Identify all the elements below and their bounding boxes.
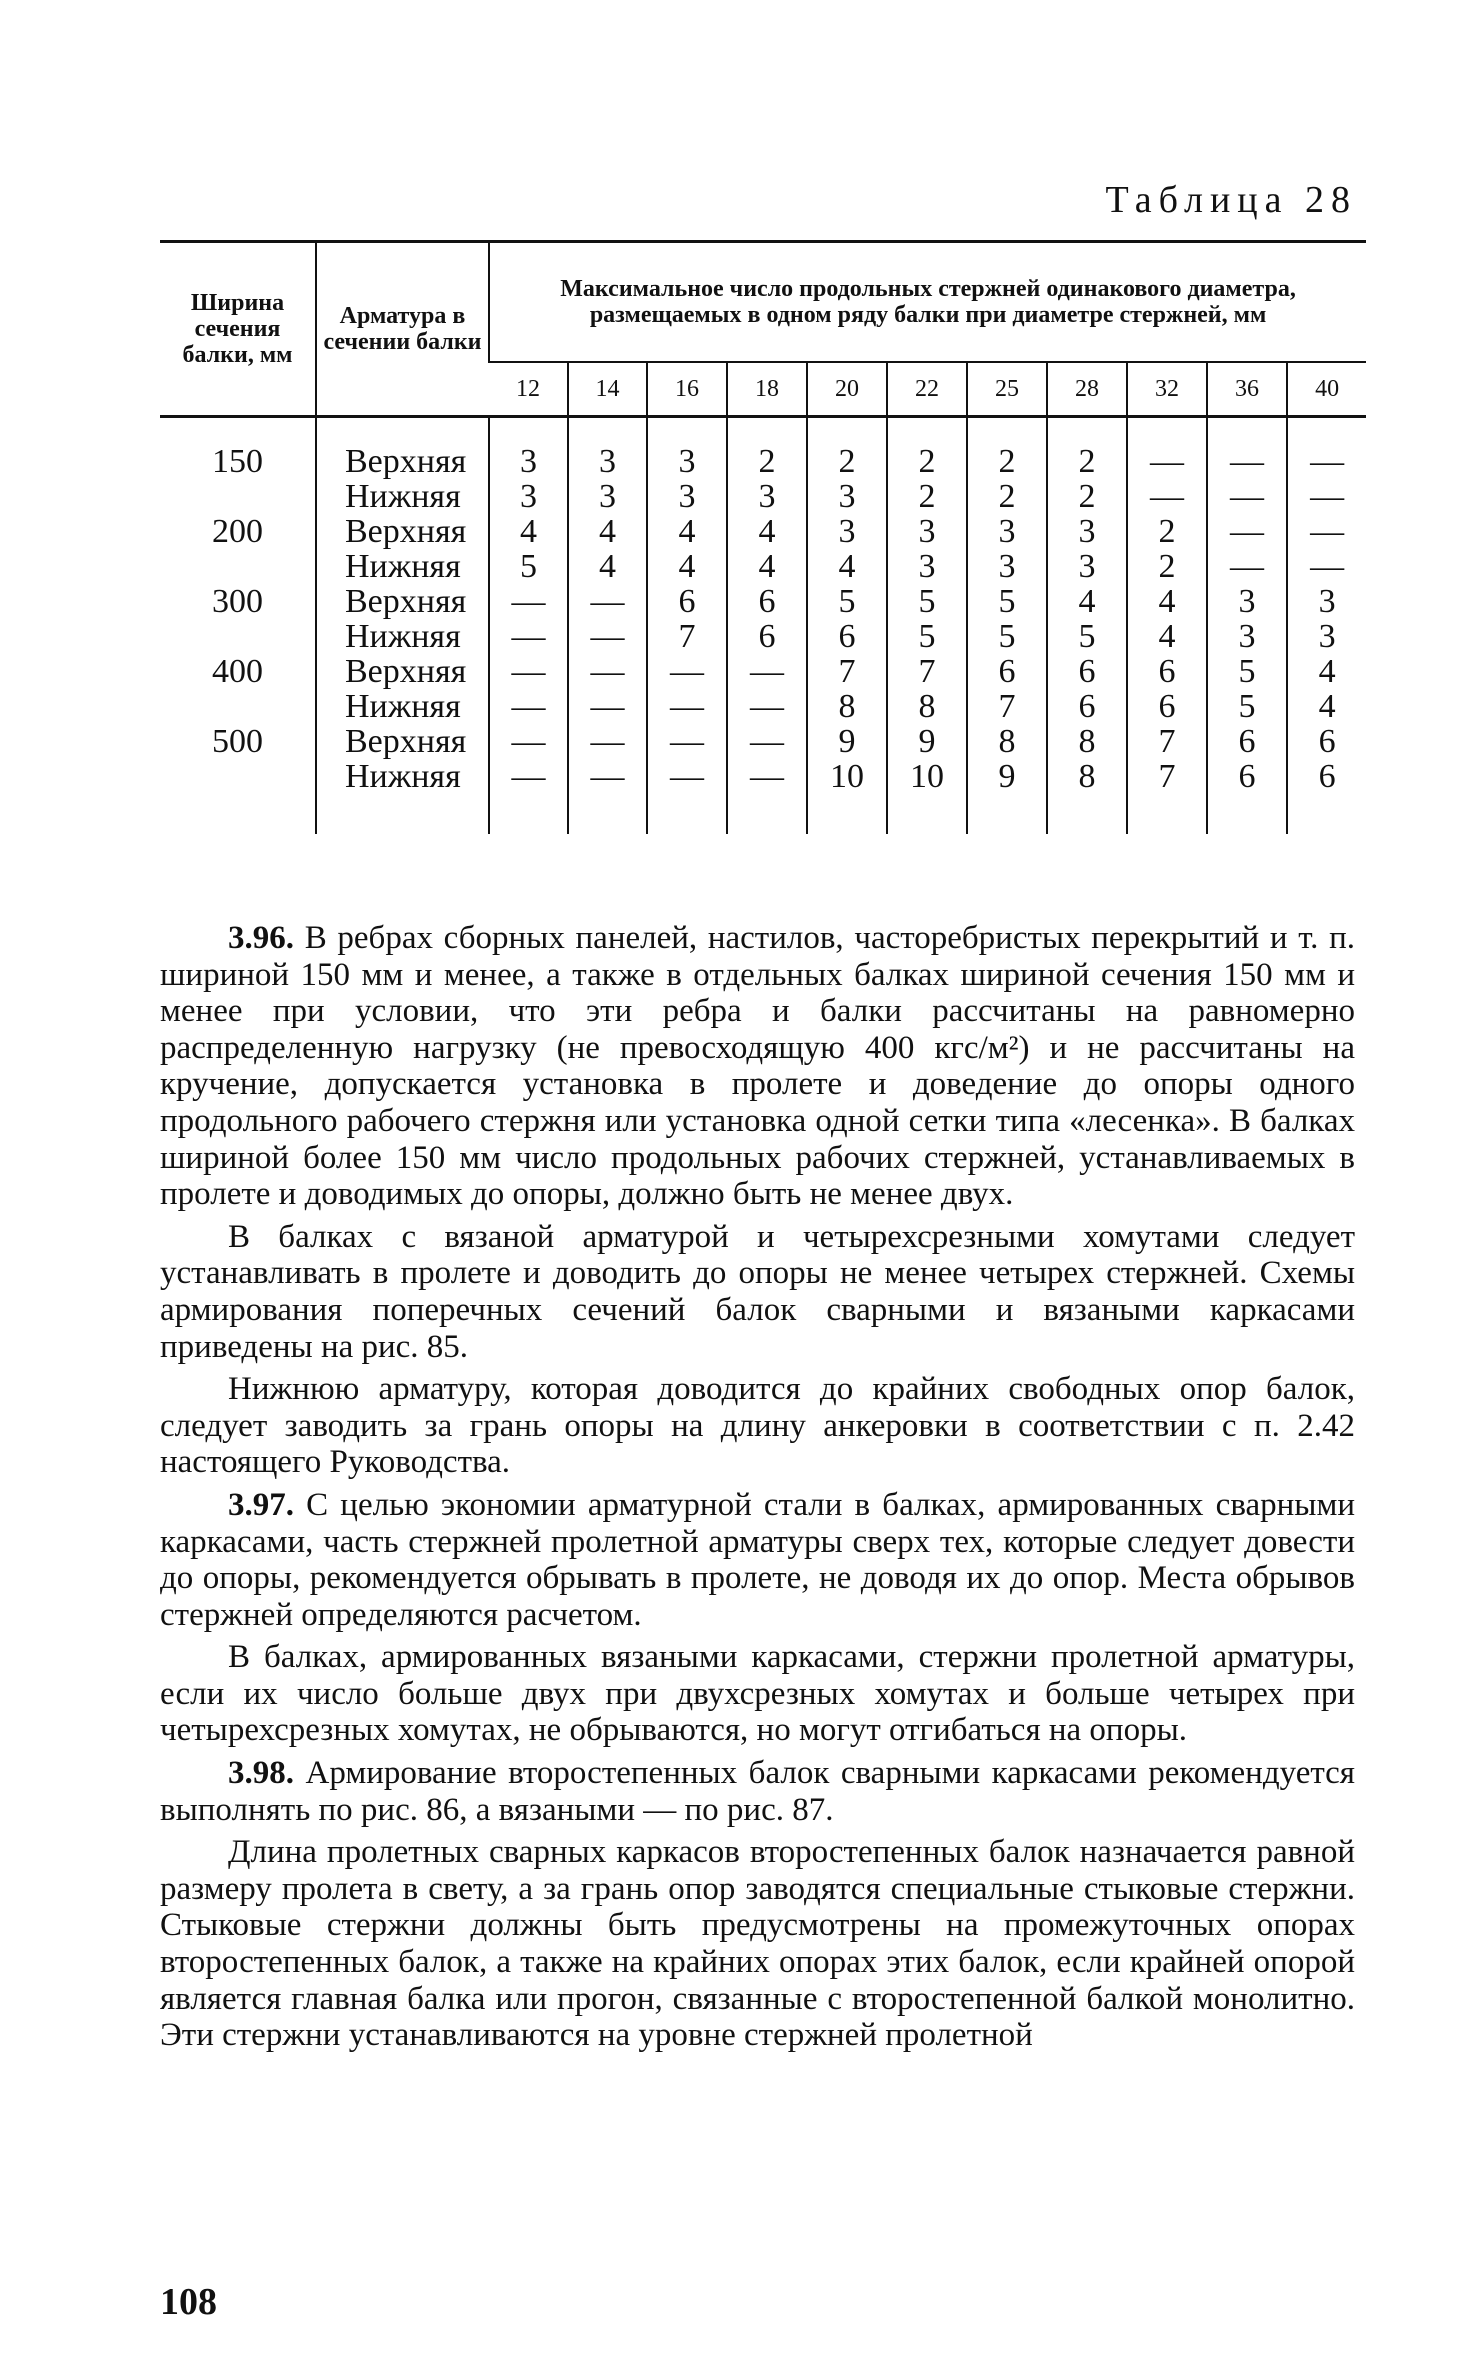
cell-bar-count: — [1207,417,1287,480]
cell-bar-count: 3 [1207,619,1287,654]
cell-beam-width [160,479,316,514]
cell-bar-count: 6 [1287,759,1366,834]
cell-beam-width [160,759,316,834]
header-diameter: 32 [1127,362,1207,417]
paragraph [160,1755,1355,1828]
cell-bar-count: 7 [967,689,1047,724]
paragraph-text: Армирование второстепенных балок сварными каркасами рекомендуется выполнять по рис. 86, а вязаными — по рис. 87. [160,1755,1355,1828]
cell-bar-count: 3 [1287,584,1366,619]
cell-bar-count: 3 [1287,619,1366,654]
cell-reinforcement: Верхняя [316,417,489,480]
cell-reinforcement: Верхняя [316,724,489,759]
cell-bar-count: 3 [1047,514,1127,549]
cell-bar-count: 3 [967,549,1047,584]
cell-beam-width: 400 [212,653,263,690]
paragraph [160,1639,1355,1749]
cell-bar-count: 3 [727,479,807,514]
paragraph-text: В балках, армированных вязаными каркасами, стержни пролетной арматуры, если их число больше двух при двухсрезных хомутах и больше четырех при четырехсрезных хомутах, не обрываются, но могут отгибаться на опоры. [160,1639,1355,1749]
cell-bar-count: 3 [1207,584,1287,619]
cell-bar-count: — [489,654,568,689]
cell-bar-count: 10 [887,759,967,834]
body-text [160,920,1355,2060]
header-diameter: 16 [647,362,727,417]
cell-bar-count: — [489,724,568,759]
cell-bar-count: 9 [887,724,967,759]
header-diameter: 22 [887,362,967,417]
cell-bar-count: 7 [647,619,727,654]
cell-bar-count: 8 [1047,759,1127,834]
cell-bar-count: — [727,689,807,724]
table-header [160,242,1366,417]
cell-bar-count: — [647,724,727,759]
cell-beam-width [160,549,316,584]
cell-bar-count: 6 [807,619,887,654]
cell-bar-count: — [1207,479,1287,514]
cell-reinforcement: Верхняя [316,584,489,619]
cell-bar-count: 2 [1047,479,1127,514]
cell-bar-count: 4 [807,549,887,584]
header-diameter: 18 [727,362,807,417]
cell-beam-width: 500 [212,723,263,760]
cell-bar-count: 3 [647,479,727,514]
cell-bar-count: 7 [1127,759,1207,834]
cell-bar-count: 9 [807,724,887,759]
clause-number: 3.97. [228,1486,294,1523]
cell-bar-count: 6 [1127,654,1207,689]
cell-bar-count: 6 [727,619,807,654]
table-row [160,417,1366,480]
clause-number: 3.98. [228,1755,294,1792]
cell-reinforcement: Нижняя [316,689,489,724]
cell-bar-count: 2 [967,479,1047,514]
cell-bar-count: 7 [887,654,967,689]
cell-bar-count: 6 [1207,759,1287,834]
page-number: 108 [160,2281,217,2323]
cell-bar-count: 6 [1287,724,1366,759]
cell-bar-count: 8 [807,689,887,724]
cell-beam-width [160,619,316,654]
cell-beam-width: 300 [212,583,263,620]
header-max-bars: Максимальное число продольных стержней одинакового диаметра, размещаемых в одном ряду балки при диаметре стержней, мм [489,242,1366,363]
cell-bar-count: — [568,654,647,689]
header-diameter: 28 [1047,362,1127,417]
cell-reinforcement: Нижняя [316,619,489,654]
table-row [160,549,1366,584]
cell-bar-count: — [489,689,568,724]
cell-bar-count: 5 [1047,619,1127,654]
table-row [160,654,1366,689]
cell-reinforcement: Нижняя [316,479,489,514]
cell-bar-count: 8 [887,689,967,724]
cell-bar-count: 3 [489,417,568,480]
cell-bar-count: 5 [967,619,1047,654]
paragraph-text: Нижнюю арматуру, которая доводится до крайних свободных опор балок, следует заводить за грань опоры на длину анкеровки в соответствии с п. 2.42 настоящего Руководства. [160,1371,1355,1481]
cell-bar-count: — [727,724,807,759]
cell-bar-count: 3 [807,514,887,549]
cell-beam-width: 200 [212,513,263,550]
paragraph [160,1371,1355,1481]
cell-bar-count: 2 [1127,549,1207,584]
table-row [160,479,1366,514]
cell-beam-width: 150 [212,443,263,480]
cell-bar-count: — [1127,479,1207,514]
cell-bar-count: — [489,619,568,654]
cell-reinforcement: Нижняя [316,549,489,584]
cell-bar-count: — [568,689,647,724]
cell-bar-count: 2 [807,417,887,480]
cell-bar-count: 8 [967,724,1047,759]
cell-beam-width [160,689,316,724]
cell-bar-count: 2 [1047,417,1127,480]
cell-reinforcement: Верхняя [316,654,489,689]
paragraph-text: Длина пролетных сварных каркасов второстепенных балок назначается равной размеру пролета в свету, а за грань опор заводятся специальные стыковые стержни. Стыковые стержни должны быть предусмотрены на промежуточных опорах второстепенных балок, а также на крайних опорах этих балок, если крайней опорой является главная балка или прогон, связанные с второстепенной балкой монолитно. Эти стержни устанавливаются на уровне стержней пролетной [160,1834,1355,2054]
cell-bar-count: 4 [568,514,647,549]
cell-bar-count: — [1287,417,1366,480]
header-beam-width: Ширина сечения балки, мм [182,290,293,368]
cell-bar-count: — [1287,479,1366,514]
cell-bar-count: 5 [1207,654,1287,689]
cell-bar-count: 2 [887,417,967,480]
table-caption: Таблица 28 [1105,179,1357,221]
cell-bar-count: — [727,759,807,834]
cell-bar-count: 3 [1047,549,1127,584]
table-row [160,584,1366,619]
cell-bar-count: 7 [807,654,887,689]
cell-bar-count: 5 [967,584,1047,619]
cell-bar-count: 4 [1287,689,1366,724]
paragraph [160,1219,1355,1365]
cell-bar-count: 3 [887,549,967,584]
cell-bar-count: 2 [887,479,967,514]
cell-bar-count: — [489,759,568,834]
cell-bar-count: — [1207,514,1287,549]
cell-bar-count: 3 [887,514,967,549]
data-table [160,240,1366,834]
paragraph [160,1487,1355,1633]
cell-bar-count: 4 [1047,584,1127,619]
cell-bar-count: 3 [489,479,568,514]
cell-bar-count: 6 [1047,654,1127,689]
paragraph [160,1834,1355,2054]
cell-bar-count: — [568,759,647,834]
cell-bar-count: 4 [1287,654,1366,689]
cell-bar-count: 4 [727,549,807,584]
header-diameter: 40 [1287,362,1366,417]
cell-bar-count: — [1127,417,1207,480]
cell-bar-count: 3 [647,417,727,480]
cell-bar-count: 4 [727,514,807,549]
table-row [160,759,1366,834]
cell-bar-count: — [647,759,727,834]
cell-bar-count: 4 [568,549,647,584]
header-diameter: 12 [516,376,540,402]
header-diameter: 36 [1207,362,1287,417]
cell-bar-count: — [568,724,647,759]
table-row [160,724,1366,759]
cell-bar-count: 5 [887,619,967,654]
paragraph-text: В балках с вязаной арматурой и четырехсрезными хомутами следует устанавливать в пролете и доводить до опоры не менее четырех стержней. Схемы армирования поперечных сечений балок сварными и вязаными каркасами приведены на рис. 85. [160,1218,1355,1365]
header-diameter: 25 [967,362,1047,417]
cell-reinforcement: Верхняя [316,514,489,549]
cell-bar-count: 4 [489,514,568,549]
cell-bar-count: 6 [967,654,1047,689]
cell-bar-count: 10 [807,759,887,834]
cell-bar-count: 3 [568,417,647,480]
table-body [160,417,1366,835]
cell-bar-count: 6 [1207,724,1287,759]
table-row [160,514,1366,549]
cell-bar-count: 2 [967,417,1047,480]
cell-bar-count: 3 [568,479,647,514]
paragraph [160,920,1355,1213]
cell-bar-count: — [1287,514,1366,549]
cell-bar-count: 6 [727,584,807,619]
cell-bar-count: 5 [489,549,568,584]
cell-bar-count: 4 [647,549,727,584]
paragraph-text: С целью экономии арматурной стали в балках, армированных сварными каркасами, часть стержней пролетной арматуры сверх тех, которые следует довести до опоры, рекомендуется обрывать в пролете, не доводя их до опор. Места обрывов стержней определяются расчетом. [160,1486,1355,1633]
cell-bar-count: 6 [1047,689,1127,724]
cell-bar-count: 4 [1127,584,1207,619]
cell-bar-count: — [727,654,807,689]
cell-bar-count: 9 [967,759,1047,834]
header-diameter: 20 [807,362,887,417]
cell-bar-count: 5 [887,584,967,619]
cell-bar-count: — [568,584,647,619]
cell-bar-count: — [489,584,568,619]
cell-bar-count: 3 [807,479,887,514]
cell-bar-count: 3 [967,514,1047,549]
cell-reinforcement: Нижняя [316,759,489,834]
cell-bar-count: 6 [1127,689,1207,724]
table-row [160,619,1366,654]
header-reinforcement: Арматура в сечении балки [316,242,489,417]
cell-bar-count: 5 [1207,689,1287,724]
cell-bar-count: 4 [1127,619,1207,654]
cell-bar-count: 6 [647,584,727,619]
header-diameter: 14 [568,362,647,417]
cell-bar-count: 4 [647,514,727,549]
table-row [160,689,1366,724]
cell-bar-count: — [1207,549,1287,584]
cell-bar-count: 2 [727,417,807,480]
clause-number: 3.96. [228,920,294,956]
cell-bar-count: 7 [1127,724,1207,759]
cell-bar-count: 8 [1047,724,1127,759]
cell-bar-count: — [647,654,727,689]
cell-bar-count: — [568,619,647,654]
cell-bar-count: — [1287,549,1366,584]
cell-bar-count: 5 [807,584,887,619]
cell-bar-count: 2 [1127,514,1207,549]
cell-bar-count: — [647,689,727,724]
data-table-container [160,240,1360,834]
paragraph-text: В ребрах сборных панелей, настилов, часторебристых перекрытий и т. п. шириной 150 мм и менее, а также в отдельных балках шириной сечения 150 мм и менее при условии, что эти ребра и балки рассчитаны на равномерно распределенную нагрузку (не превосходящую 400 кгс/м²) и не рассчитаны на кручение, допускается установка в пролете и доведение до опоры одного продольного рабочего стержня или установка одной сетки типа «лесенка». В балках шириной более 150 мм число продольных рабочих стержней, устанавливаемых в пролете и доводимых до опоры, должно быть не менее двух. [160,920,1355,1213]
